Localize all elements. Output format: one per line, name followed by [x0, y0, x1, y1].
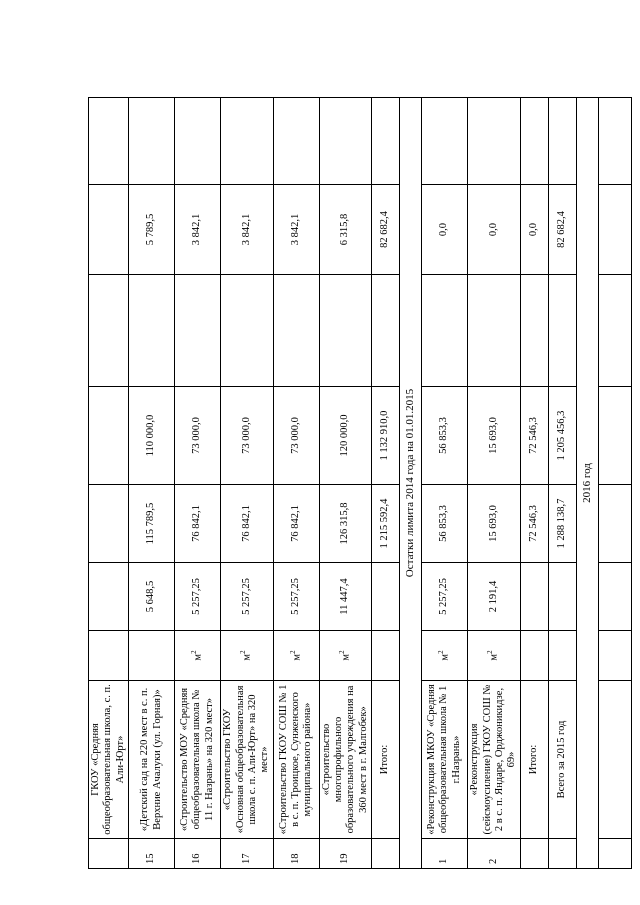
area-value: 2 191,4 — [468, 563, 521, 631]
unit-m2: $м^2$ — [175, 631, 221, 681]
object-name: «Строительство многопрофильного образовательного учреждения на 360 мест в г. Малгобек» — [319, 681, 372, 839]
federal-funds: 15 693,0 — [468, 387, 521, 485]
table-row — [221, 98, 274, 869]
federal-funds: 73 000,0 — [175, 387, 221, 485]
unit-m2: $м^2$ — [273, 631, 319, 681]
row-number: 15 — [129, 839, 175, 869]
row-number: 16 — [175, 839, 221, 869]
federal-funds: 120 000,0 — [319, 387, 372, 485]
federal-funds: 72 546,3 — [520, 387, 548, 485]
row-number: 17 — [221, 839, 274, 869]
object-name: «Строительство ГКОУ СОШ № 1 в с. п. Троицкое, Сунженского муниципального района» — [273, 681, 319, 839]
row-number: 19 — [319, 839, 372, 869]
federal-funds: 1 132 910,0 — [372, 387, 400, 485]
table-row — [129, 98, 175, 869]
unit-m2: $м^2$ — [468, 631, 521, 681]
budget-table — [88, 97, 632, 869]
total-cost: 1 288 138,7 — [548, 485, 576, 563]
regional-funds: 5 789,5 — [129, 185, 175, 275]
object-name: «Реконструкция МКОУ «Средняя общеобразовательная школа № 1 г.Назрань» — [422, 681, 468, 839]
federal-funds: 73 000,0 — [273, 387, 319, 485]
total-cost: 56 853,3 — [422, 485, 468, 563]
regional-funds: 6 315,8 — [319, 185, 372, 275]
area-value: 5 257,25 — [175, 563, 221, 631]
grand-total-label: Всего за 2015 год — [548, 681, 576, 839]
section-row — [576, 98, 598, 869]
object-name: «Реконструкция (сейсмоусиление) ГКОУ СОШ № 2 в с. п. Яндаре, Орджоникидзе, 69» — [468, 681, 521, 839]
object-name: ГКОУ «Средняя общеобразовательная школа, с. п. Али-Юрт» — [89, 681, 129, 839]
row-number: 2 — [468, 839, 521, 869]
total-cost: 76 842,1 — [221, 485, 274, 563]
table-row — [175, 98, 221, 869]
table-row — [422, 98, 468, 869]
regional-funds: 0,0 — [468, 185, 521, 275]
area-value: 5 257,25 — [273, 563, 319, 631]
regional-funds: 3 842,1 — [175, 185, 221, 275]
unit-m2: $м^2$ — [221, 631, 274, 681]
regional-funds: 82 682,4 — [548, 185, 576, 275]
subtotal-label: Итого: — [520, 681, 548, 839]
total-cost: 1 215 592,4 — [372, 485, 400, 563]
area-value: 5 257,25 — [221, 563, 274, 631]
total-cost: 76 842,1 — [175, 485, 221, 563]
object-name: «Строительство ГКОУ «Основная общеобразовательная школа с. п. Али-Юрт» на 320 мест» — [221, 681, 274, 839]
table-row — [548, 98, 576, 869]
total-cost: 126 315,8 — [319, 485, 372, 563]
regional-funds: 0,0 — [422, 185, 468, 275]
regional-funds: 3 842,1 — [273, 185, 319, 275]
total-cost: 76 842,1 — [273, 485, 319, 563]
table-row — [273, 98, 319, 869]
unit-m2: $м^2$ — [422, 631, 468, 681]
table-row — [468, 98, 521, 869]
regional-funds: 3 842,1 — [221, 185, 274, 275]
total-cost: 15 693,0 — [468, 485, 521, 563]
area-value: 11 447,4 — [319, 563, 372, 631]
area-value: 5 257,25 — [422, 563, 468, 631]
federal-funds: 110 000,0 — [129, 387, 175, 485]
row-number: 1 — [422, 839, 468, 869]
federal-funds: 1 205 456,3 — [548, 387, 576, 485]
object-name: «Детский сад на 220 мест в с. п. Верхние Ачалуки (ул. Горная)» — [129, 681, 175, 839]
federal-funds: 73 000,0 — [221, 387, 274, 485]
unit-m2: $м^2$ — [319, 631, 372, 681]
year-label: 2016 год — [576, 98, 598, 869]
federal-funds: 56 853,3 — [422, 387, 468, 485]
area-value: 5 648,5 — [129, 563, 175, 631]
row-number: 18 — [273, 839, 319, 869]
table-row — [520, 98, 548, 869]
table-row — [319, 98, 372, 869]
section-row — [400, 98, 422, 869]
total-cost: 72 546,3 — [520, 485, 548, 563]
object-name: «Строительство МОУ «Средняя общеобразовательная школа № 11 г. Назрань» на 320 мест» — [175, 681, 221, 839]
table-row — [372, 98, 400, 869]
table-row — [89, 98, 129, 869]
section-label: Остатки лимита 2014 года на 01.01.2015 — [400, 98, 422, 869]
regional-funds: 0,0 — [520, 185, 548, 275]
regional-funds: 82 682,4 — [372, 185, 400, 275]
table-row — [598, 98, 631, 869]
total-cost: 115 789,5 — [129, 485, 175, 563]
subtotal-label: Итого: — [372, 681, 400, 839]
row-number — [89, 839, 129, 869]
